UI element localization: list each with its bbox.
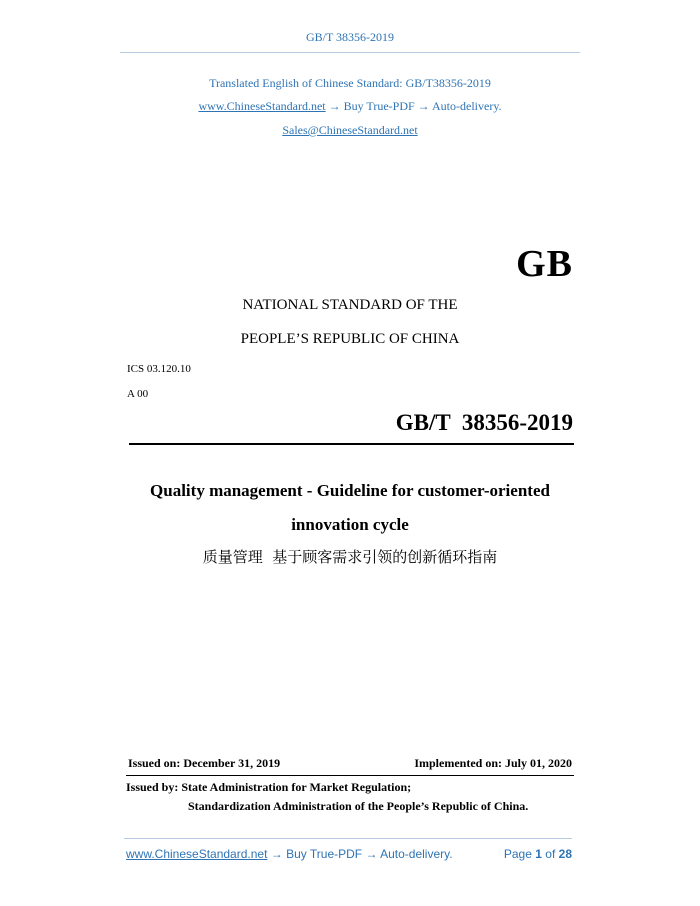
issuer-line1: Issued by: State Administration for Market Regulation; [126, 780, 412, 794]
page-indicator [504, 847, 572, 861]
site-link[interactable]: www.ChineseStandard.net [198, 99, 326, 113]
gb-mark: GB [516, 243, 573, 285]
national-standard-line1: NATIONAL STANDARD OF THE [242, 297, 458, 313]
implemented-date: Implemented on: July 01, 2020 [414, 756, 572, 770]
running-header: GB/T 38356-2019 [305, 30, 395, 44]
buy-true-pdf-text: Buy True-PDF [343, 99, 415, 113]
dates-rule [126, 775, 574, 776]
auto-delivery-text: Auto-delivery. [432, 99, 502, 113]
arrow-right-icon: → [328, 99, 341, 113]
email-link[interactable]: Sales@ChineseStandard.net [282, 123, 418, 137]
footer-divider [124, 838, 572, 839]
title-line1: Quality management - Guideline for customer-oriented [150, 481, 550, 500]
footer-purchase-text: → Buy True-PDF → Auto-delivery. [267, 847, 453, 861]
footer-site-link[interactable]: www.ChineseStandard.net [126, 847, 268, 861]
page-total: 28 [558, 847, 572, 861]
title-chinese: 质量管理 基于顾客需求引领的创新循环指南 [202, 548, 498, 566]
standard-number-rule [129, 443, 574, 445]
purchase-line [0, 99, 700, 114]
footer-purchase-line [126, 847, 453, 861]
title-line2: innovation cycle [291, 515, 409, 534]
translation-notice: Translated English of Chinese Standard: GB/T38356-2019 [209, 76, 491, 90]
ics-code: ICS 03.120.10 [127, 363, 191, 375]
page-current: 1 [535, 847, 542, 861]
national-standard-line2: PEOPLE’S REPUBLIC OF CHINA [240, 331, 460, 347]
issuer-line2: Standardization Administration of the People’s Republic of China. [188, 799, 529, 813]
page-label: Page [503, 847, 532, 861]
issued-date: Issued on: December 31, 2019 [128, 756, 281, 770]
of-label: of [545, 847, 556, 861]
header-divider [120, 52, 580, 53]
arrow-right-icon: → [417, 99, 430, 113]
ccs-code: A 00 [127, 388, 149, 400]
standard-number: GB/T 38356-2019 [395, 410, 573, 435]
